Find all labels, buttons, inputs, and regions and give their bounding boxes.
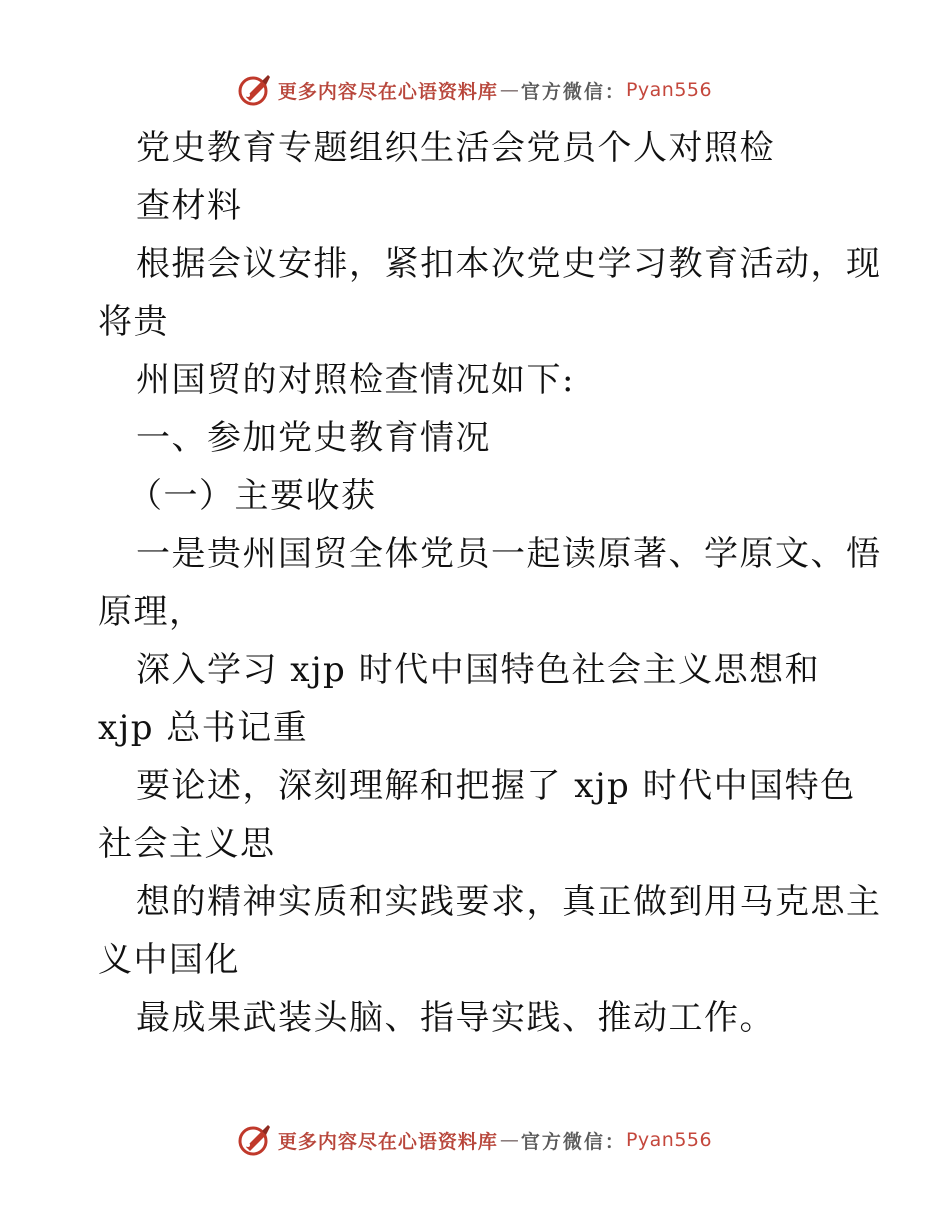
pen-logo-icon	[238, 1123, 272, 1157]
watermark-label: 官方微信：	[520, 1130, 626, 1153]
paragraph-line: 要论述，深刻理解和把握了 xjp 时代中国特色	[136, 766, 856, 806]
watermark-id: Pyan556	[625, 79, 713, 101]
doc-title-line-1: 党史教育专题组织生活会党员个人对照检	[136, 128, 775, 168]
paragraph-line: 社会主义思	[98, 824, 276, 864]
watermark-separator: —	[499, 79, 519, 101]
watermark-footer	[0, 1120, 950, 1160]
paragraph-line: 最成果武装头脑、指导实践、推动工作。	[136, 998, 775, 1038]
paragraph-line: 义中国化	[98, 940, 240, 980]
subsection-heading: （一）主要收获	[128, 476, 377, 516]
paragraph-line: 将贵	[98, 302, 169, 342]
paragraph-line: xjp 总书记重	[98, 708, 309, 748]
paragraph-line: 想的精神实质和实践要求，真正做到用马克思主	[136, 882, 882, 922]
paragraph-line: 一是贵州国贸全体党员一起读原著、学原文、悟	[136, 534, 882, 574]
paragraph-line: 州国贸的对照检查情况如下:	[136, 360, 575, 400]
watermark-site: 更多内容尽在心语资料库	[277, 80, 498, 103]
watermark-id: Pyan556	[625, 1129, 713, 1151]
watermark-header	[0, 70, 950, 110]
paragraph-line: 原理，	[98, 592, 205, 632]
watermark-separator: —	[499, 1129, 519, 1151]
section-heading: 一、参加党史教育情况	[136, 418, 491, 458]
watermark-label: 官方微信：	[520, 80, 626, 103]
paragraph-line: 深入学习 xjp 时代中国特色社会主义思想和	[136, 650, 821, 690]
pen-logo-icon	[238, 73, 272, 107]
paragraph-line: 根据会议安排，紧扣本次党史学习教育活动，现	[136, 244, 882, 284]
watermark-site: 更多内容尽在心语资料库	[277, 1130, 498, 1153]
doc-title-line-2: 查材料	[136, 186, 243, 226]
